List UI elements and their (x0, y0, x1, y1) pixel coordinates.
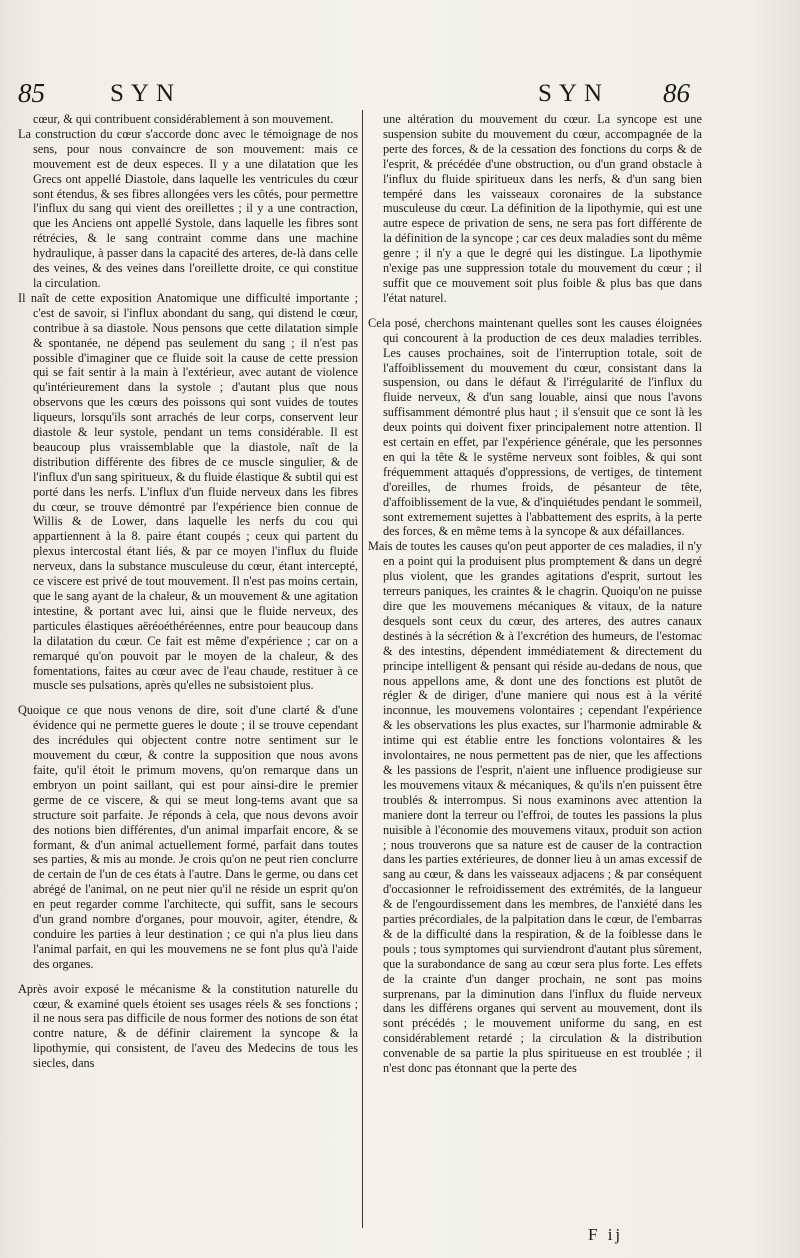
headword-right: SYN (538, 80, 610, 107)
paragraph: Il naît de cette exposition Anatomique une difficulté importante ; c'est de savoir, si l'influx abondant du sang, qui distend le cœur, contribue à sa diastole. Nous pensons que cette dilatation simple & spontanée, ne dépend pas seulement du sang ; il n'est pas possible d'imaginer que ce fluide soit la cause de cette pression qui se fait sentir à la main à l'extérieur, avec autant de violence qu'intérieurement dans la systole ; d'autant plus que nous observons que les cœurs des poissons qui sont vuides de toutes liqueurs, lorsqu'ils sont arrachés de leur corps, conservent leur diastole & leur systole, pendant un tems considérable. Il est beaucoup plus vraissemblable que la diastole, naît de la distribution différente des fibres de ce muscle singulier, & de l'influx d'un sang spiritueux, & du fluide élastique & subtil qui est porté dans les nerfs. L'influx d'un fluide nerveux dans les fibres du cœur, se trouve démontré par l'expérience bien connue de Willis & de Lower, dans laquelle les nerfs du cou qui appartiennent à la 8. paire étant coupés ; ceux qui partent du plexus intercostal étant liés, & par ce moyen l'influx du fluide nerveux, dans la substance musculeuse du cœur, étant intercepté, ce viscere est privé de tout mouvement. Il n'est pas moins certain, que le sang ayant de la chaleur, & un mouvement & une agitation intestine, & portant avec lui, ainsi que le fluide nerveux, des particules élastiques aëréoéthéréennes, entre pour beaucoup dans la dilatation du cœur. Ce fait est même d'expérience ; car on a remarqué qu'on pouvoit par le moyen de la chaleur, & des fomentations, faites au cœur avec de l'eau chaude, restituer à ce muscle ses pulsations, après qu'elles ne subsistoient plus. (18, 290, 358, 693)
column-divider (362, 110, 363, 1228)
paragraph: Après avoir exposé le mécanisme & la constitution naturelle du cœur, & examiné quels étoient ses usages réels & ses fonctions ; il ne nous sera pas difficile de nous former des notions de son état contre nature, & de définir clairement la syncope & la lipothymie, qui consistent, de l'aveu des Medecins de tous les siecles, dans (18, 981, 358, 1071)
page-number-right: 86 (663, 78, 690, 108)
paragraph: Mais de toutes les causes qu'on peut apporter de ces maladies, il n'y en a point qui la produisent plus promptement & dans un degré plus violent, que les grandes agitations d'esprit, surtout les terreurs paniques, les craintes & le chagrin. Quoiqu'on ne puisse dire que les mouvemens mécaniques & vitaux, de la nature desquels sont ceux du cœur, des arteres, des autres canaux destinés à la sécrétion & à l'excrétion des humeurs, de l'estomac & des intestins, dépendent immédiatement & directement du principe intelligent & pensant qui réside au-dedans de nous, que nous appellons ame, & dont une des fonctions est plutôt de régler & de diriger, d'une maniere qui nous est à la vérité inconnue, les mouvemens volontaires ; cependant l'expérience & les observations les plus exactes, sur l'harmonie admirable & intime qui est établie entre les fonctions volontaires & les involontaires, ne nous permettent pas de nier, que les affections & les passions de l'esprit, n'aient une influence prodigieuse sur les mouvemens vitaux & mécaniques, & qu'ils n'en puissent être troublés & interrompus. Si nous examinons avec attention la maniere dont la terreur ou l'effroi, de toutes les passions la plus nuisible à l'économie des mouvemens vitaux, produit son action ; nous trouverons que sa nature est de causer de la contraction dans les parties extérieures, de donner lieu à un amas excessif de sang au cœur, & dans les vaisseaux adjacens ; & par conséquent d'occasionner le refroidissement des extrémités, de la langueur & de l'engourdissement dans les membres, de l'anxiété dans les parties précordiales, de la palpitation dans le cœur, de l'embarras & de la difficulté dans la respiration, & de la foiblesse dans le pouls ; tous symptomes qui surviendront d'autant plus sûrement, que la surabondance de sang au cœur sera plus forte. Les effets de la crainte d'un danger prochain, ne sont pas moins surprenans, par la diminution dans l'influx du fluide nerveux dans les différens organes qui servent au mouvement, dont ils sont précédés ; le mouvement uniforme du sang, en est considérablement retardé ; la circulation & la distribution convenable de sa partie la plus spiritueuse en est troublée ; il n'est donc pas étonnant que la perte des (368, 539, 702, 1076)
paragraph: Cela posé, cherchons maintenant quelles sont les causes éloignées qui concourent à la production de ces deux maladies terribles. Les causes prochaines, soit de l'interruption totale, soit de l'affoiblissement du mouvement du cœur, consistant dans la suspension, ou dans le défaut & l'irrégularité de l'influx du fluide nerveux, & d'un sang louable, ainsi que nous l'avons suffisamment démontré plus haut ; il s'ensuit que ce sont là les deux points qui doivent fixer principalement notre attention. Il est certain en effet, par l'expérience générale, que les personnes en qui la tête & le systême nerveux sont foibles, & qui sont fréquemment attaqués d'oppressions, de vertiges, de tintement d'oreilles, de rhumes froids, de pésanteur de tête, d'affoiblissement de la vue, & d'inquiétudes pendant le sommeil, sont extremement sujettes à l'abbattement des esprits, à la perte des forces, & en même tems à la syncope & aux défaillances. (368, 315, 702, 539)
paragraph: Quoique ce que nous venons de dire, soit d'une clarté & d'une évidence qui ne permette gueres le doute ; il se trouve cependant des incrédules qui objectent contre notre sentiment sur le mouvement du cœur, & contre la supposition que nous avons faite, qu'il étoit le primum movens, qu'on remarque dans un embryon un point saillant, qui est pour ainsi-dire le premier germe de ce viscere, & qui se meut long-tems avant que sa structure soit parfaite. Je réponds à cela, que nous devons avoir des notions bien différentes, d'un animal imparfait encore, & se formant, & d'un animal actuellement formé, parfait dans toutes ses parties, & mis au monde. Je crois qu'on ne peut rien conclurre de certain de l'un de ces états à l'autre. Dans le germe, ou dans cet abrégé de l'animal, on ne peut nier qu'il ne réside un esprit qu'on en peut regarder comme l'architecte, qui suffit, sans le secours d'un grand nombre d'organes, pour mouvoir, agiter, étendre, & conduire les parties à leur destination ; ce qui n'a plus lieu dans l'animal parfait, en qui les mouvemens ne se font plus qu'à l'aide des organes. (18, 703, 358, 971)
right-column (368, 112, 702, 1076)
paragraph: une altération du mouvement du cœur. La syncope est une suspension subite du mouvement du cœur, accompagnée de la perte des forces, & de la cessation des fonctions du corps & de l'esprit, & précédée d'une obstruction, ou d'un grand obstacle à l'influx du fluide spiritueux dans les nerfs, & d'un sang bien tempéré dans les vaisseaux coronaires de la substance musculeuse du cœur. La définition de la lipothymie, qui est une autre espece de privation de sens, ne sera pas fort différente de la définition de la syncope ; car ces deux maladies sont du même genre ; il n'y a que le degré qui les distingue. La lipothymie n'exige pas une suppression totale du mouvement du cœur ; il suffit que ce mouvement soit plus foible & plus bas que dans l'état naturel. (383, 112, 702, 305)
left-column (18, 112, 358, 1071)
paragraph: cœur, & qui contribuent considérablement à son mouvement. (33, 112, 334, 126)
headword-left: SYN (110, 80, 182, 107)
signature-mark: F ij (588, 1225, 624, 1244)
page-number-left: 85 (18, 78, 45, 108)
running-head (14, 72, 786, 112)
paragraph: La construction du cœur s'accorde donc avec le témoignage de nos sens, pour nous convaincre de son mouvement: mais ce mouvement est de deux especes. Il y a une dilatation que les Grecs ont appellé Diastole, dans laquelle les ventricules du cœur sont étendus, & ses fibres allongées vers les côtés, pour permettre l'influx du sang qui vient des oreillettes ; il y a une contraction, que les Anciens ont appellé Systole, dans laquelle les fibres sont rétrécies, & le sang contraint comme dans une machine hydraulique, à passer dans la capacité des arteres, de-là dans celle des veines, & des veines dans l'oreillette droite, ce qui constitue la circulation. (18, 126, 358, 290)
